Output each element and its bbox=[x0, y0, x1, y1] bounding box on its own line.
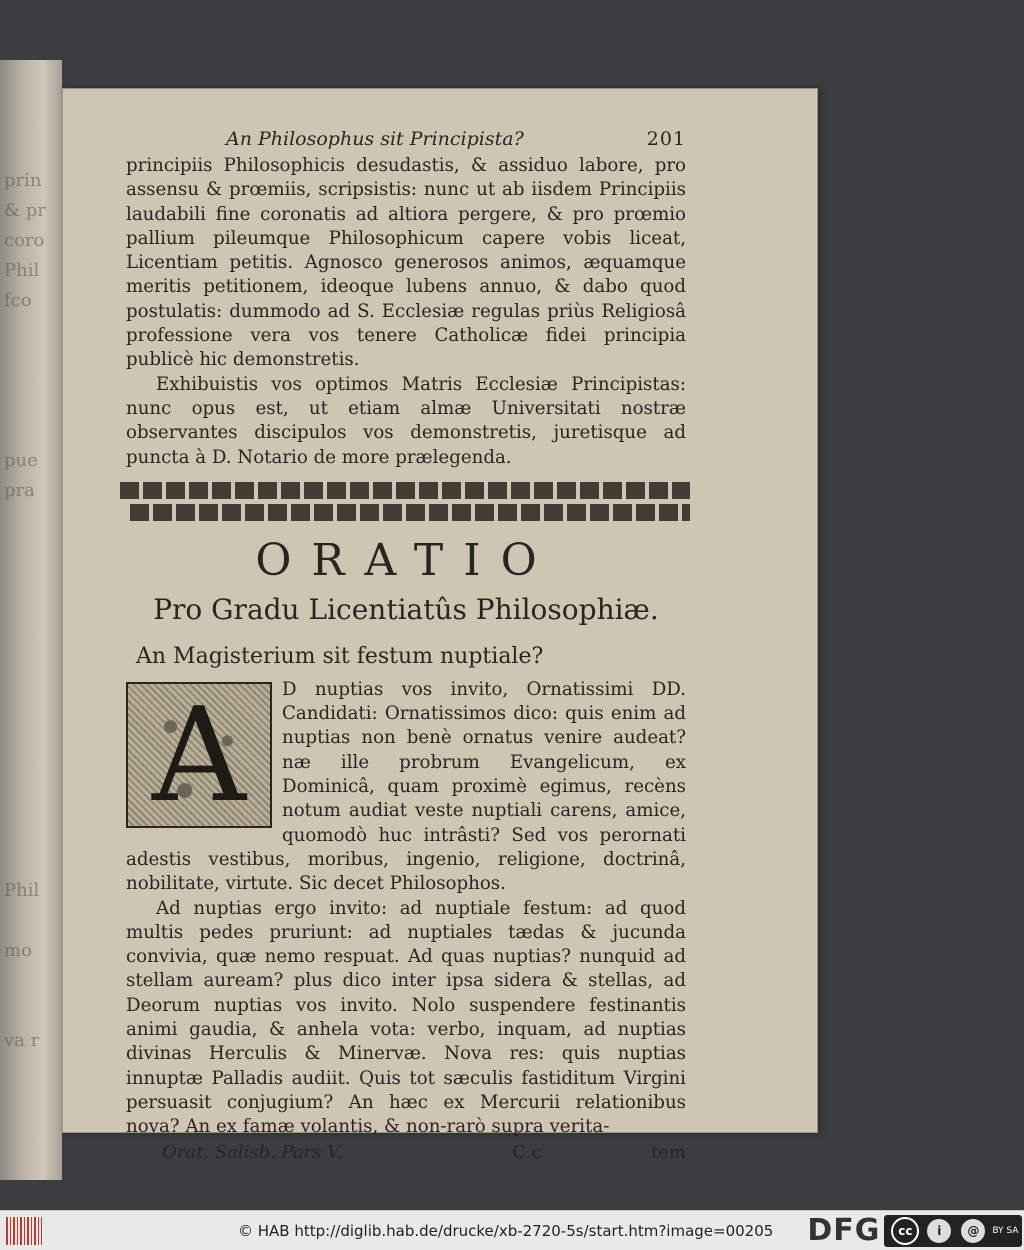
footer-signature: Orat. Salisb. Pars V. bbox=[162, 1141, 343, 1163]
page-number: 201 bbox=[646, 128, 686, 150]
oration-subtitle: Pro Gradu Licentiatûs Philosophiæ. bbox=[153, 592, 659, 626]
license-text: BY SA bbox=[992, 1225, 1019, 1236]
decorated-initial bbox=[126, 678, 272, 831]
barcode-icon bbox=[6, 1217, 42, 1245]
ghost-text: fco bbox=[4, 290, 32, 311]
dfg-logo: DFG bbox=[807, 1213, 881, 1248]
page-text bbox=[126, 128, 686, 1163]
paragraph-last: Ad nuptias ergo invito: ad nuptiale festum: ad quod multis pedes pruriunt: ad nuptiales tædas & jucunda convivia, quæ nemo respuat. Ad quas nuptias? nunquid ad stellam auream? plus dico inter ipsa sidera & stellas, ad Deorum nuptias vos invito. Nolo suspendere festinantis animi gaudia, & anhela vota: verbo, inquam, ad nuptias divinas Herculis & Minervæ. Nova res: quis nuptias innuptæ Palladis audiit. Quis tot sæculis fastiditum Virgini persuasit conjugium? An hæc ex Mercurii relationibus nova? An ex famæ volantis, & non-rarò supra verita- bbox=[126, 897, 686, 1138]
paragraph-top-1: principiis Philosophicis desudastis, & assiduo labore, pro assensu & prœmiis, scripsistis: nunc ut ab iisdem Principiis laudabili fine coronatis ad altiora pergere, & pro prœmio pallium pileumque Philosophicum capere vobis liceat, Licentiam petitis. Agnosco generosos animos, æquamque meritis petitionem, ideoque lubens annuo, & dabo quod postulatis: dummodo ad S. Ecclesiæ regulas priùs Religiosâ professione vera vos tenere Catholicæ fidei principia publicè hic demonstretis. bbox=[126, 155, 686, 371]
page-footer bbox=[126, 1142, 686, 1163]
ghost-text: pue bbox=[4, 450, 38, 471]
paragraph-top-2: Exhibuistis vos optimos Matris Ecclesiæ Principistas: nunc opus est, ut etiam almæ Universitati nostræ observantes discipulos vos demonstretis, juretisque ad puncta à D. Notario de more prælegenda. bbox=[126, 373, 686, 468]
cc-by-sa-icon[interactable] bbox=[884, 1215, 1022, 1247]
initial-letter: A bbox=[152, 678, 246, 831]
footer-catchword: tem bbox=[651, 1141, 686, 1163]
ghost-text: pra bbox=[4, 480, 35, 501]
ghost-text: Phil bbox=[4, 880, 40, 901]
footer-signature-mark: C c bbox=[512, 1141, 542, 1163]
running-head bbox=[126, 128, 686, 150]
ghost-text: mo bbox=[4, 940, 32, 961]
oration-question: An Magisterium sit festum nuptiale? bbox=[136, 643, 544, 669]
ghost-text: Phil bbox=[4, 260, 40, 281]
bottom-bar bbox=[0, 1210, 1024, 1250]
ghost-text: coro bbox=[4, 230, 45, 251]
cc-icon: cc bbox=[891, 1217, 919, 1245]
oration-title: ORATIO bbox=[255, 534, 557, 586]
book-page bbox=[62, 88, 818, 1163]
ghost-text: prin bbox=[4, 170, 42, 191]
copyright-link[interactable]: © HAB http://diglib.hab.de/drucke/xb-2720-5s/start.htm?image=00205 bbox=[238, 1221, 774, 1240]
ghost-text: va r bbox=[4, 1030, 40, 1051]
paragraph-initial: D nuptias vos invito, Ornatissimi DD. Candidati: Ornatissimos dico: quis enim ad nuptias non benè ornatus venire audeat? næ ille probrum Evangelicum, ex Dominicâ, quam proximè egimus, recèns notum audiat veste nuptiali carens, amice, quomodò huc intrâsti? Sed vos perornati adestis vestibus, moribus, ingenio, religione, doctrinâ, nobilitate, virtute. Sic decet Philosophos. bbox=[126, 678, 686, 895]
sa-icon: @ bbox=[959, 1217, 987, 1245]
ornament-band bbox=[120, 482, 690, 522]
previous-page-edge bbox=[0, 60, 62, 1180]
running-head-title: An Philosophus sit Principista? bbox=[226, 128, 524, 150]
ghost-text: & pr bbox=[4, 200, 46, 221]
initial-paragraph-block bbox=[126, 678, 686, 897]
by-icon: i bbox=[925, 1217, 953, 1245]
